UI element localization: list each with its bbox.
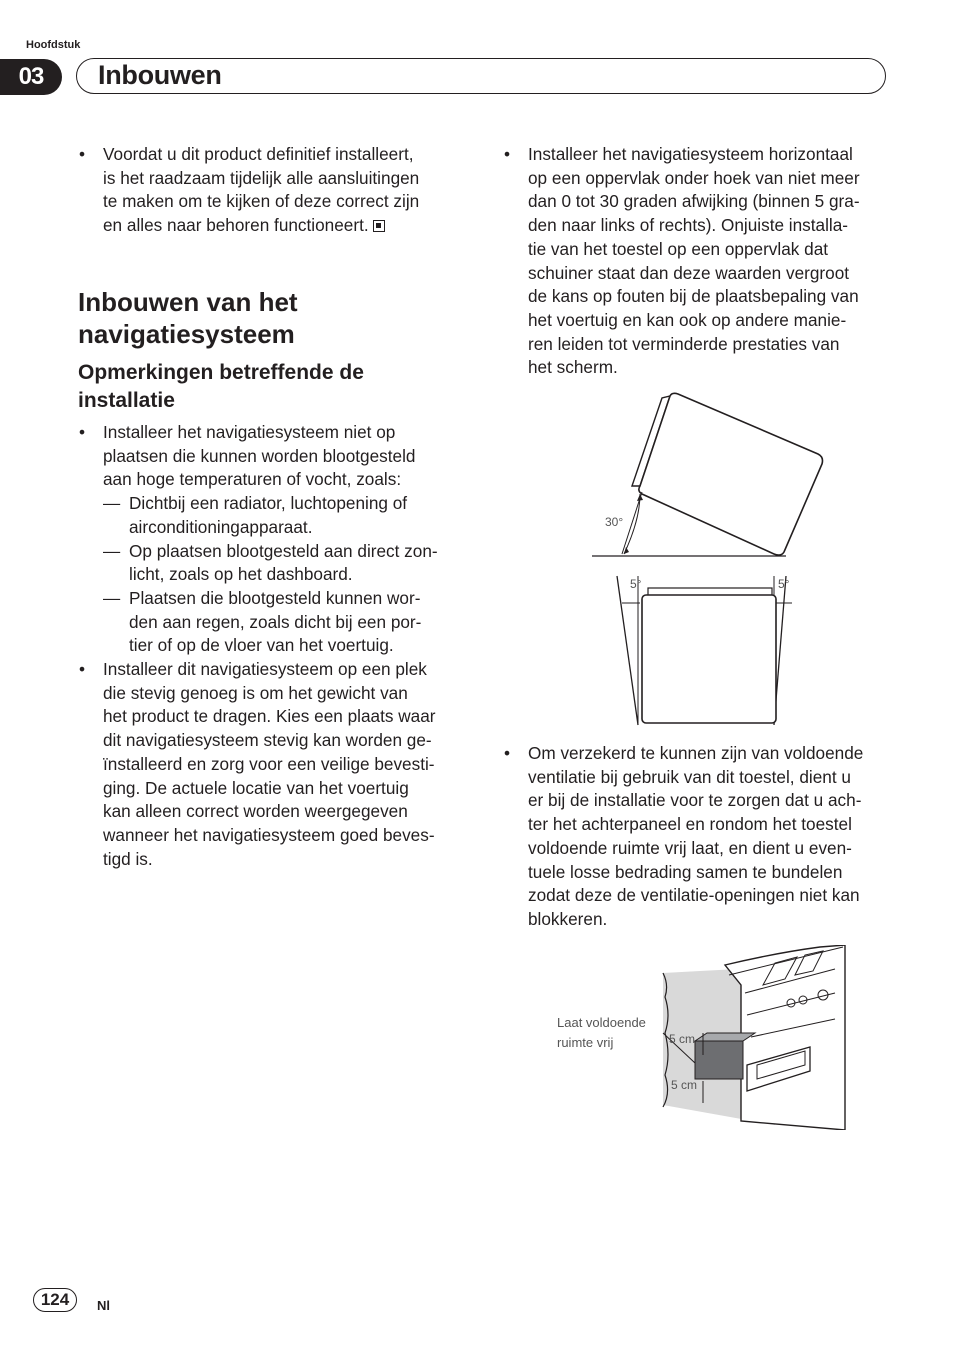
sub-list-item: [103, 540, 475, 587]
page-number: 124: [33, 1288, 77, 1312]
text-line: ïnstalleerd en zorg voor een veilige bevesti-: [103, 753, 435, 774]
text-line: tier of op de vloer van het voertuig.: [129, 635, 394, 656]
angle-diagram: [590, 390, 830, 735]
bottom-gap-label: 5 cm: [671, 1078, 698, 1092]
text-line: den naar links of rechts). Onjuiste installa-: [528, 215, 849, 236]
text-line: zodat deze de ventilatie-openingen niet kan: [528, 885, 860, 906]
text-line: en alles naar behoren functioneert.: [103, 214, 473, 238]
text-line: schuiner staat dan deze waarden vergroot: [528, 262, 850, 283]
caption-line: Laat voldoende: [557, 1015, 646, 1030]
chapter-number: 03: [0, 59, 62, 95]
bullet-dot: •: [504, 743, 511, 763]
text-line: het voertuig en kan ook op andere manie-: [528, 309, 847, 330]
section-title-line: Inbouwen van het: [78, 287, 298, 317]
right-angle-label: 5°: [778, 577, 790, 591]
subsection-title-line: Opmerkingen betreffende de: [78, 361, 364, 384]
chapter-label: Hoofdstuk: [26, 39, 81, 51]
bullet-dot: •: [79, 422, 86, 442]
text-line: tigd is.: [103, 848, 153, 869]
text-line: dit navigatiesysteem stevig kan worden ge-: [103, 730, 432, 751]
text-line: plaatsen die kunnen worden blootgesteld: [103, 445, 416, 466]
section-title: [78, 286, 298, 350]
end-mark-icon: [373, 220, 385, 232]
text-line: Installeer het navigatiesysteem niet op: [103, 422, 396, 442]
sub-list-item: [103, 587, 475, 658]
text-line: Dichtbij een radiator, luchtopening of: [129, 493, 408, 514]
bullet-dot: •: [79, 659, 86, 680]
dash-mark: —: [103, 540, 121, 561]
section-title-line: navigatiesysteem: [78, 319, 295, 349]
bullet-dot: •: [79, 144, 86, 164]
text-line: ter het achterpaneel en rondom het toestel: [528, 814, 852, 835]
left-angle-label: 5°: [630, 577, 642, 591]
tilt-angle-label: 30°: [605, 515, 624, 529]
ventilation-diagram: [655, 945, 850, 1130]
text-line: ventilatie bij gebruik van dit toestel, dient u: [528, 766, 851, 787]
subsection-title-line: installatie: [78, 389, 175, 412]
text-line: den aan regen, zoals dicht bij een por-: [129, 611, 422, 632]
text-line: de kans op fouten bij de plaatsbepaling van: [528, 286, 859, 307]
text-line: die stevig genoeg is om het gewicht van: [103, 682, 408, 703]
angle-arrowheads: [624, 494, 643, 554]
text-line: ging. De actuele locatie van het voertuig: [103, 777, 409, 798]
text-line: Voordat u dit product definitief installeert,: [103, 144, 414, 164]
sub-list-item: [103, 492, 475, 539]
caption-line: ruimte vrij: [557, 1035, 614, 1050]
text-line: er bij de installatie voor te zorgen dat u ach-: [528, 790, 862, 811]
text-line: tie van het toestel op een oppervlak dat: [528, 238, 829, 259]
angle-leg-line: [622, 492, 642, 554]
text-line: Plaatsen die blootgesteld kunnen wor-: [129, 587, 421, 608]
text-line: Installeer het navigatiesysteem horizontaal: [528, 144, 853, 164]
text-line: het product te dragen. Kies een plaats waar: [103, 706, 436, 727]
text-line: op een oppervlak onder hoek van niet meer: [528, 167, 860, 188]
subsection-title: [78, 359, 364, 415]
language-code: Nl: [97, 1298, 110, 1313]
tilted-device: [639, 393, 823, 555]
top-gap-label: 5 cm: [669, 1032, 696, 1046]
left-tilt-line: [617, 576, 638, 725]
intro-bullet: [79, 143, 473, 238]
text-line: te maken om te kijken of deze correct zijn: [103, 191, 420, 212]
text-line: aan hoge temperaturen of vocht, zoals:: [103, 469, 402, 490]
text-line: is het raadzaam tijdelijk alle aansluitingen: [103, 167, 420, 188]
upright-device: [642, 595, 776, 723]
text-line: voldoende ruimte vrij laat, en dient u even-: [528, 837, 852, 858]
chapter-title: Inbouwen: [98, 60, 222, 90]
list-item: [79, 421, 475, 492]
text-line: Om verzekerd te kunnen zijn van voldoende: [528, 743, 864, 763]
dash-mark: —: [103, 493, 121, 514]
ventilation-bullet: [504, 742, 900, 932]
text-line: wanneer het navigatiesysteem goed beves-: [103, 824, 435, 845]
text-line: het scherm.: [528, 357, 618, 378]
text-line: Op plaatsen blootgesteld aan direct zon-: [129, 540, 438, 561]
list-item: [79, 658, 475, 871]
text-line: airconditioningapparaat.: [129, 516, 313, 537]
bullet-dot: •: [504, 144, 511, 164]
angle-bullet: [504, 143, 900, 380]
text-line: kan alleen correct worden weergegeven: [103, 801, 408, 822]
text-line: tuele losse bedrading samen te bundelen: [528, 861, 843, 882]
text-line: dan 0 tot 30 graden afwijking (binnen 5 gra-: [528, 191, 860, 212]
installation-notes: [79, 421, 475, 871]
text-line: ren leiden tot verminderde prestaties van: [528, 333, 840, 354]
text-line: licht, zoals op het dashboard.: [129, 564, 353, 585]
dash-mark: —: [103, 587, 121, 608]
navigation-unit-box: [695, 1041, 743, 1079]
text-line: Installeer dit navigatiesysteem op een plek: [103, 659, 427, 680]
text-line: blokkeren.: [528, 908, 608, 929]
ventilation-caption: [557, 1013, 646, 1053]
